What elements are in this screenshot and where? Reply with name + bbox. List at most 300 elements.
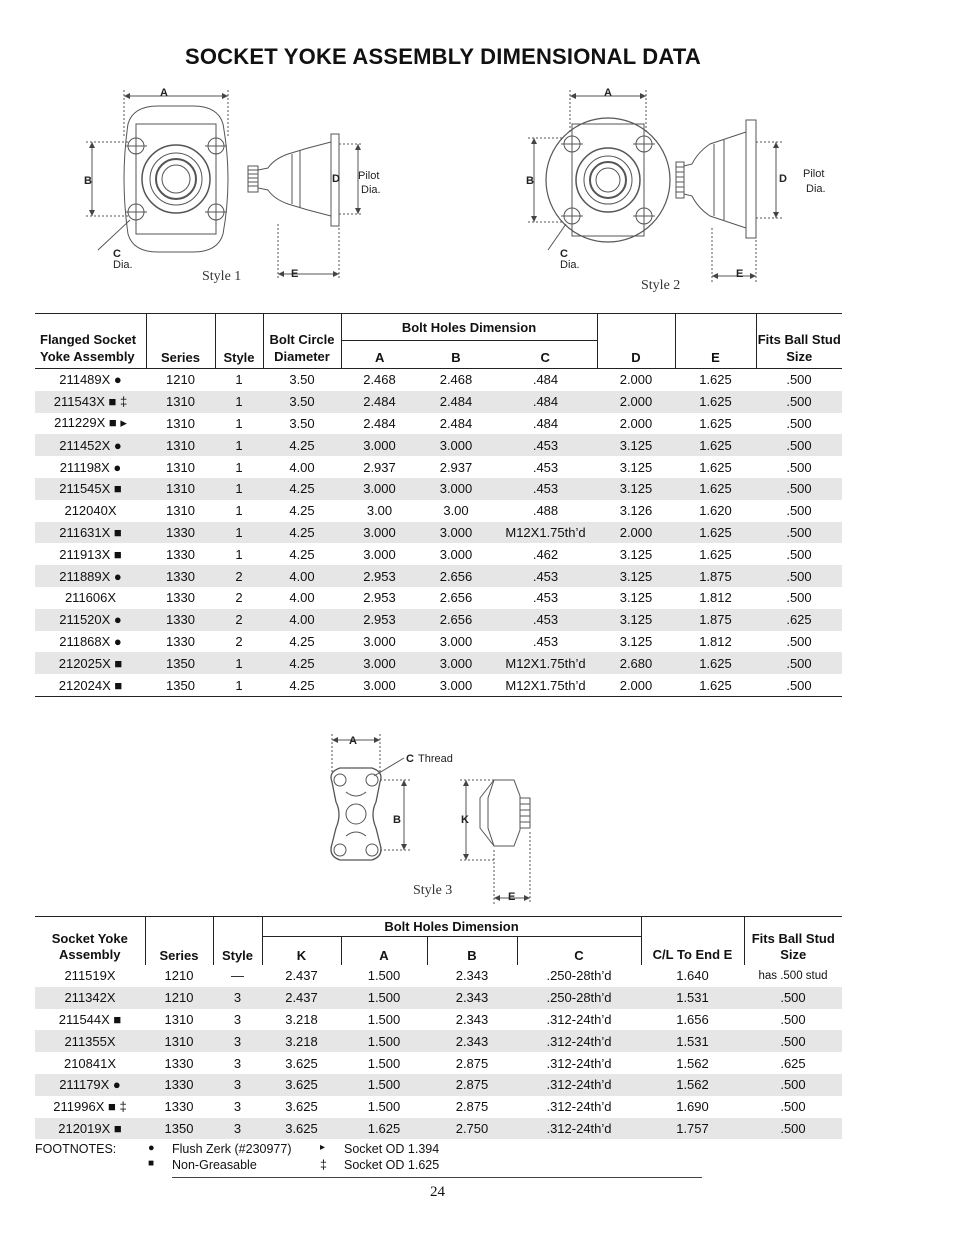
col-header-d: D <box>597 314 675 369</box>
footer-divider <box>172 1177 702 1178</box>
b-cell: 2.484 <box>439 415 473 431</box>
d-cell: 3.126 <box>619 503 653 519</box>
style1-pilot-dia: Dia. <box>361 184 381 196</box>
style-cell: 1 <box>235 677 243 693</box>
table-row <box>35 500 842 522</box>
k-cell: 3.218 <box>285 1011 318 1027</box>
table-row <box>35 587 842 609</box>
part-number: 211913X ■ <box>59 546 122 562</box>
style-cell: 3 <box>213 1118 262 1140</box>
part-number: 211355X <box>35 1030 145 1052</box>
style-cell: — <box>231 968 244 984</box>
e-cell: 1.625 <box>699 546 732 562</box>
b-cell: 2.343 <box>455 1011 489 1027</box>
col-header-series: Series <box>145 917 213 966</box>
a-cell: 3.000 <box>341 434 418 456</box>
e-cell: 1.625 <box>675 434 756 456</box>
fits-cell: .500 <box>756 565 842 587</box>
a-cell: 3.000 <box>363 633 396 649</box>
part-number: 212025X ■ <box>35 652 146 674</box>
style2-label-c: C <box>560 248 568 260</box>
style-cell: 1 <box>235 503 243 519</box>
bcd-cell: 4.00 <box>289 590 315 606</box>
fits-cell: .625 <box>780 1055 806 1071</box>
bcd-cell: 4.25 <box>289 503 315 519</box>
table-row <box>35 609 842 631</box>
table-row <box>35 1118 842 1140</box>
series-cell: 1310 <box>146 434 215 456</box>
fits-cell: .500 <box>744 987 842 1009</box>
page-title: SOCKET YOKE ASSEMBLY DIMENSIONAL DATA <box>185 44 701 69</box>
style3-label-c: C <box>406 753 414 765</box>
bcd-cell: 4.25 <box>263 522 341 544</box>
c-cell: .453 <box>494 478 597 500</box>
footnote-symbol: ● <box>148 1142 155 1154</box>
part-number: 211889X ● <box>35 565 146 587</box>
c-cell: .484 <box>494 391 597 413</box>
c-cell: .453 <box>494 565 597 587</box>
fits-cell: .500 <box>756 434 842 456</box>
col-header-socket-assembly: Socket Yoke Assembly <box>51 931 128 962</box>
fits-cell: .500 <box>780 1011 806 1027</box>
col-header-c: C <box>494 341 597 369</box>
part-number: 210841X <box>63 1055 117 1071</box>
series-cell: 1330 <box>166 546 195 562</box>
style-cell: 3 <box>213 1074 262 1096</box>
k-cell: 3.625 <box>285 1055 318 1071</box>
style2-label-a: A <box>604 87 612 99</box>
d-cell: 2.000 <box>597 522 675 544</box>
style-cell: 3 <box>233 1011 242 1027</box>
col-header-bolt-circle: Bolt Circle Diameter <box>263 314 341 369</box>
part-number: 211868X ● <box>59 633 122 649</box>
style2-caption: Style 2 <box>641 278 681 293</box>
series-cell: 1210 <box>166 372 195 388</box>
c-cell: .312-24th’d <box>546 1055 612 1071</box>
a-cell: 1.500 <box>367 1099 401 1115</box>
b-cell: 2.656 <box>418 609 494 631</box>
series-cell: 1330 <box>164 1055 194 1071</box>
series-cell: 1310 <box>146 391 215 413</box>
col-header-k: K <box>262 937 341 966</box>
style-cell: 1 <box>215 522 263 544</box>
e-cell: 1.562 <box>641 1074 744 1096</box>
c-cell: .453 <box>532 633 559 649</box>
c-cell: M12X1.75th’d <box>494 652 597 674</box>
c-cell: .312-24th’d <box>546 1099 612 1115</box>
a-cell: 2.937 <box>363 459 396 475</box>
part-number: 211544X ■ <box>58 1011 122 1027</box>
d-cell: 3.125 <box>619 459 653 475</box>
table-row <box>35 965 842 987</box>
style2-pilot-dia: Dia. <box>806 183 826 195</box>
a-cell: 3.000 <box>341 652 418 674</box>
a-cell: 1.625 <box>341 1118 427 1140</box>
bcd-cell: 4.00 <box>263 609 341 631</box>
page-number: 24 <box>430 1184 445 1200</box>
fits-cell: .500 <box>744 1074 842 1096</box>
series-cell: 1310 <box>166 459 195 475</box>
bcd-cell: 4.25 <box>289 546 315 562</box>
a-cell: 1.500 <box>341 987 427 1009</box>
a-cell: 2.953 <box>341 609 418 631</box>
a-cell: 2.468 <box>363 372 396 388</box>
col-header-c: C <box>517 937 641 966</box>
part-number: 211606X <box>64 590 117 606</box>
b-cell: 3.000 <box>418 522 494 544</box>
e-cell: 1.625 <box>699 459 732 475</box>
style-cell: 1 <box>235 459 243 475</box>
e-cell: 1.875 <box>675 609 756 631</box>
col-header-assembly: Flanged Socket Yoke Assembly <box>35 314 146 369</box>
c-cell: M12X1.75th’d <box>505 677 586 693</box>
footnote-symbol: ▸ <box>320 1142 326 1153</box>
footnote-text: Flush Zerk (#230977) <box>172 1142 292 1156</box>
c-cell: .250-28th’d <box>517 987 641 1009</box>
b-cell: 2.875 <box>427 1074 517 1096</box>
k-cell: 3.625 <box>262 1118 341 1140</box>
fits-cell: .500 <box>786 590 812 606</box>
series-cell: 1210 <box>164 968 194 984</box>
fits-cell: .500 <box>786 459 812 475</box>
b-cell: 2.656 <box>418 565 494 587</box>
e-cell: 1.625 <box>699 677 732 693</box>
e-cell: 1.812 <box>699 590 732 606</box>
e-cell: 1.625 <box>675 391 756 413</box>
k-cell: 3.625 <box>285 1099 318 1115</box>
d-cell: 3.125 <box>597 434 675 456</box>
series-cell: 1310 <box>166 503 195 519</box>
e-cell: 1.625 <box>699 415 732 431</box>
table-row <box>35 1052 842 1074</box>
col-header-fits: Fits Ball Stud Size <box>744 917 842 966</box>
style-cell: 1 <box>215 391 263 413</box>
style3-label-k: K <box>461 814 469 826</box>
col-header-bolt-holes: Bolt Holes Dimension <box>262 917 641 937</box>
b-cell: 3.000 <box>418 478 494 500</box>
style2-diagram <box>520 84 850 284</box>
fits-cell: .500 <box>756 522 842 544</box>
b-cell: 3.000 <box>439 677 473 693</box>
e-cell: 1.625 <box>675 478 756 500</box>
bcd-cell: 4.25 <box>263 478 341 500</box>
e-cell: 1.625 <box>699 372 732 388</box>
b-cell: 3.000 <box>418 652 494 674</box>
table-row <box>35 1030 842 1052</box>
k-cell: 2.437 <box>285 968 318 984</box>
b-cell: 2.875 <box>455 1099 489 1115</box>
footnote-symbol: ■ <box>148 1158 155 1169</box>
col-header-a: A <box>341 341 418 369</box>
style1-diagram <box>78 84 408 284</box>
e-cell: 1.625 <box>675 522 756 544</box>
fits-cell: .500 <box>744 1118 842 1140</box>
bcd-cell: 3.50 <box>289 372 315 388</box>
bcd-cell: 4.00 <box>263 565 341 587</box>
b-cell: 2.343 <box>427 1030 517 1052</box>
part-number: 211996X ■ ‡ <box>53 1099 127 1115</box>
series-cell: 1330 <box>146 565 215 587</box>
style3-caption: Style 3 <box>413 883 453 898</box>
e-cell: 1.812 <box>699 633 732 649</box>
e-cell: 1.562 <box>676 1055 709 1071</box>
d-cell: 2.680 <box>597 652 675 674</box>
style1-label-e: E <box>291 268 299 280</box>
style-cell: 1 <box>235 372 243 388</box>
c-cell: .484 <box>532 415 559 431</box>
a-cell: 1.500 <box>367 1055 401 1071</box>
style2-pilot: Pilot <box>803 168 825 180</box>
style1-label-c: C <box>113 248 121 260</box>
fits-cell: .625 <box>756 609 842 631</box>
b-cell: 2.343 <box>455 968 489 984</box>
col-header-a: A <box>341 937 427 966</box>
e-cell: 1.625 <box>675 652 756 674</box>
d-cell: 2.000 <box>619 415 653 431</box>
fits-cell: .500 <box>756 478 842 500</box>
table-row <box>35 674 842 696</box>
series-cell: 1330 <box>146 609 215 631</box>
style-cell: 3 <box>213 987 262 1009</box>
fits-cell: .500 <box>786 372 812 388</box>
d-cell: 2.000 <box>619 372 653 388</box>
style3-thread: Thread <box>418 753 453 765</box>
style1-label-dia: Dia. <box>113 259 133 271</box>
c-cell: .462 <box>532 546 559 562</box>
bcd-cell: 4.25 <box>289 633 315 649</box>
b-cell: 2.343 <box>427 987 517 1009</box>
a-cell: 3.00 <box>366 503 393 519</box>
part-number: 211452X ● <box>35 434 146 456</box>
d-cell: 2.000 <box>597 391 675 413</box>
col-header-bolt-holes: Bolt Holes Dimension <box>341 314 597 341</box>
style1-caption: Style 1 <box>202 269 242 284</box>
style-cell: 3 <box>233 1099 242 1115</box>
c-cell: .488 <box>532 503 559 519</box>
d-cell: 3.125 <box>597 565 675 587</box>
e-cell: 1.531 <box>641 987 744 1009</box>
a-cell: 1.500 <box>367 968 401 984</box>
style1-label-b: B <box>84 175 92 187</box>
table-row <box>35 652 842 674</box>
style3-label-b: B <box>393 814 401 826</box>
col-header-cl-end: C/L To End E <box>641 917 744 966</box>
series-cell: 1310 <box>146 478 215 500</box>
series-cell: 1330 <box>166 590 195 606</box>
table-row <box>35 478 842 500</box>
fits-cell: .500 <box>780 1099 806 1115</box>
style-cell: 2 <box>235 590 243 606</box>
k-cell: 2.437 <box>262 987 341 1009</box>
col-header-e: E <box>675 314 756 369</box>
a-cell: 3.000 <box>341 478 418 500</box>
c-cell: .312-24th’d <box>517 1030 641 1052</box>
style1-pilot: Pilot <box>358 170 380 182</box>
b-cell: 3.000 <box>439 546 473 562</box>
d-cell: 3.125 <box>597 609 675 631</box>
part-number: 211489X ● <box>59 372 122 388</box>
series-cell: 1310 <box>164 1011 194 1027</box>
fits-cell: .500 <box>786 503 812 519</box>
series-cell: 1330 <box>146 522 215 544</box>
series-cell: 1350 <box>146 652 215 674</box>
part-number: 212024X ■ <box>58 677 123 693</box>
col-header-style: Style <box>213 917 262 966</box>
b-cell: 2.937 <box>439 459 473 475</box>
fits-cell: has .500 stud <box>758 969 828 982</box>
a-cell: 3.000 <box>341 522 418 544</box>
a-cell: 2.953 <box>341 565 418 587</box>
bcd-cell: 3.50 <box>263 391 341 413</box>
c-cell: .312-24th’d <box>546 1011 612 1027</box>
a-cell: 2.484 <box>341 391 418 413</box>
series-cell: 1310 <box>166 415 195 431</box>
footnotes-label: FOOTNOTES: <box>35 1142 117 1156</box>
style-cell: 2 <box>235 633 243 649</box>
k-cell: 3.218 <box>262 1030 341 1052</box>
b-cell: 2.484 <box>418 391 494 413</box>
table-row <box>35 543 842 565</box>
d-cell: 3.125 <box>619 546 653 562</box>
fits-cell: .500 <box>756 652 842 674</box>
d-cell: 3.125 <box>619 590 653 606</box>
a-cell: 3.000 <box>363 677 396 693</box>
fits-cell: .500 <box>786 677 812 693</box>
b-cell: 3.00 <box>443 503 469 519</box>
style-cell: 1 <box>235 415 243 431</box>
flanged-socket-yoke-table <box>35 313 842 697</box>
series-cell: 1330 <box>166 633 195 649</box>
style1-label-a: A <box>160 87 168 99</box>
footnote-text: Socket OD 1.625 <box>344 1158 440 1172</box>
fits-cell: .500 <box>786 415 812 431</box>
series-cell: 1310 <box>145 1030 213 1052</box>
socket-yoke-table <box>35 916 842 1139</box>
table-row <box>35 456 842 478</box>
c-cell: .453 <box>532 590 559 606</box>
part-number: 211342X <box>35 987 145 1009</box>
bcd-cell: 3.50 <box>289 415 315 431</box>
style-cell: 2 <box>215 565 263 587</box>
table-row <box>35 413 842 435</box>
bcd-cell: 4.25 <box>263 434 341 456</box>
style-cell: 1 <box>215 652 263 674</box>
a-cell: 1.500 <box>341 1074 427 1096</box>
style-cell: 2 <box>215 609 263 631</box>
style2-label-e: E <box>736 268 744 280</box>
style3-label-e: E <box>508 891 516 903</box>
e-cell: 1.656 <box>676 1011 709 1027</box>
part-number: 211631X ■ <box>35 522 146 544</box>
e-cell: 1.875 <box>675 565 756 587</box>
b-cell: 2.468 <box>439 372 473 388</box>
style2-label-b: B <box>526 175 534 187</box>
a-cell: 2.953 <box>363 590 396 606</box>
part-number: 211179X ● <box>35 1074 145 1096</box>
c-cell: .312-24th’d <box>517 1118 641 1140</box>
c-cell: .484 <box>532 372 559 388</box>
col-header-fits: Fits Ball Stud Size <box>756 314 842 369</box>
part-number: 211519X <box>64 968 116 984</box>
part-number: 211543X ■ ‡ <box>35 391 146 413</box>
part-number: 212040X <box>64 503 117 519</box>
a-cell: 3.000 <box>363 546 396 562</box>
part-number: 211520X ● <box>35 609 146 631</box>
b-cell: 2.750 <box>427 1118 517 1140</box>
a-cell: 1.500 <box>367 1011 401 1027</box>
b-cell: 3.000 <box>439 633 473 649</box>
bcd-cell: 4.25 <box>289 677 315 693</box>
e-cell: 1.690 <box>676 1099 709 1115</box>
table-row <box>35 565 842 587</box>
style-cell: 3 <box>213 1030 262 1052</box>
style2-label-d: D <box>779 173 787 185</box>
table-row <box>35 987 842 1009</box>
c-cell: .250-28th’d <box>546 968 612 984</box>
part-number: 212019X ■ <box>35 1118 145 1140</box>
table-row <box>35 631 842 653</box>
table-row <box>35 522 842 544</box>
a-cell: 2.484 <box>363 415 396 431</box>
c-cell: .453 <box>494 609 597 631</box>
col-header-series: Series <box>146 314 215 369</box>
bcd-cell: 4.25 <box>263 652 341 674</box>
bcd-cell: 4.00 <box>289 459 315 475</box>
table-row <box>35 369 842 391</box>
d-cell: 3.125 <box>619 633 653 649</box>
series-cell: 1330 <box>164 1099 194 1115</box>
part-number: 211198X ● <box>59 459 122 475</box>
part-number: 211545X ■ <box>35 478 146 500</box>
style1-label-d: D <box>332 173 340 185</box>
fits-cell: .500 <box>744 1030 842 1052</box>
a-cell: 1.500 <box>341 1030 427 1052</box>
fits-cell: .500 <box>786 546 812 562</box>
d-cell: 3.125 <box>597 478 675 500</box>
footnote-symbol: ‡ <box>320 1158 327 1172</box>
style2-label-dia: Dia. <box>560 259 580 271</box>
e-cell: 1.620 <box>699 503 732 519</box>
table-row <box>35 1096 842 1118</box>
style3-label-a: A <box>349 735 357 747</box>
style-cell: 1 <box>235 546 243 562</box>
series-cell: 1210 <box>145 987 213 1009</box>
d-cell: 2.000 <box>619 677 653 693</box>
series-cell: 1350 <box>166 677 195 693</box>
c-cell: .453 <box>494 434 597 456</box>
col-header-style: Style <box>215 314 263 369</box>
col-header-b: B <box>427 937 517 966</box>
c-cell: .453 <box>532 459 559 475</box>
part-number: 211229X ■ ▸ <box>54 415 127 431</box>
fits-cell: .500 <box>786 633 812 649</box>
col-header-b: B <box>418 341 494 369</box>
style-cell: 3 <box>233 1055 242 1071</box>
series-cell: 1350 <box>145 1118 213 1140</box>
k-cell: 3.625 <box>262 1074 341 1096</box>
e-cell: 1.640 <box>676 968 709 984</box>
c-cell: .312-24th’d <box>517 1074 641 1096</box>
table-row <box>35 391 842 413</box>
b-cell: 2.656 <box>439 590 473 606</box>
footnote-text: Non-Greasable <box>172 1158 257 1172</box>
fits-cell: .500 <box>756 391 842 413</box>
e-cell: 1.531 <box>641 1030 744 1052</box>
e-cell: 1.757 <box>641 1118 744 1140</box>
style-cell: 1 <box>215 434 263 456</box>
table-row <box>35 1009 842 1031</box>
b-cell: 3.000 <box>418 434 494 456</box>
